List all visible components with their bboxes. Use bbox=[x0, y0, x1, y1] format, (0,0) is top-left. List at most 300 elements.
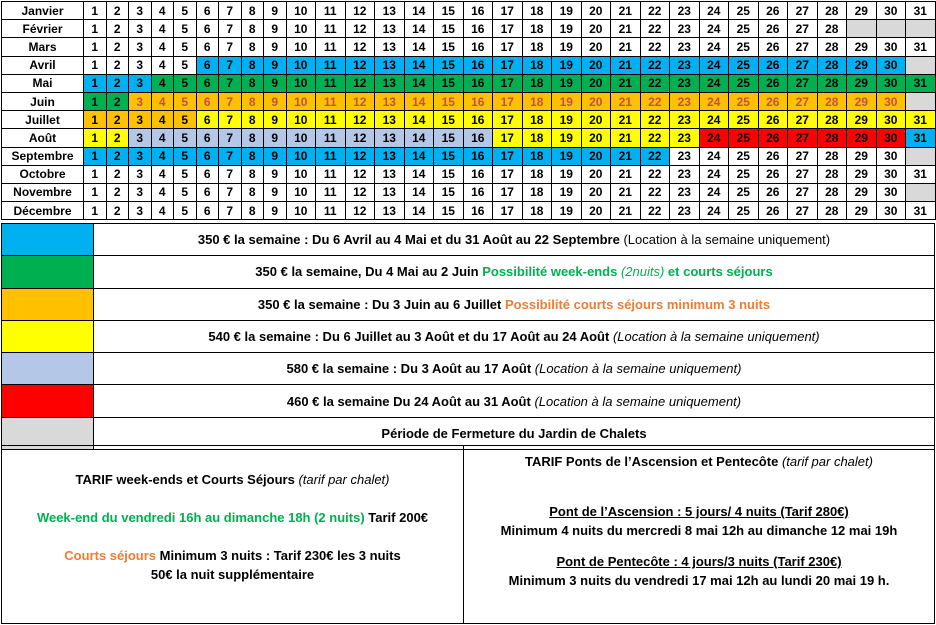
legend-text-gray: Période de Fermeture du Jardin de Chalets bbox=[94, 417, 935, 449]
day-cell: 8 bbox=[241, 183, 264, 201]
day-cell: 22 bbox=[640, 129, 670, 147]
legend-row-yellow bbox=[2, 320, 935, 352]
day-cell: 3 bbox=[129, 183, 152, 201]
day-cell: 22 bbox=[640, 202, 670, 220]
day-cell: 20 bbox=[581, 38, 611, 56]
day-cell: 6 bbox=[196, 20, 219, 38]
day-cell: 5 bbox=[174, 74, 197, 92]
day-cell: 27 bbox=[788, 147, 818, 165]
day-cell: 15 bbox=[434, 56, 464, 74]
calendar-grid bbox=[1, 1, 936, 220]
day-cell: 12 bbox=[345, 129, 375, 147]
day-cell: 27 bbox=[788, 202, 818, 220]
day-cell: 14 bbox=[404, 92, 434, 110]
day-cell: 13 bbox=[375, 74, 405, 92]
legend-row-blue bbox=[2, 224, 935, 256]
day-cell: 2 bbox=[106, 111, 129, 129]
day-cell: 16 bbox=[463, 92, 493, 110]
day-cell: 14 bbox=[404, 147, 434, 165]
day-cell: 16 bbox=[463, 111, 493, 129]
day-cell: 1 bbox=[84, 20, 107, 38]
day-cell: 31 bbox=[906, 129, 936, 147]
day-cell bbox=[906, 20, 936, 38]
day-cell: 6 bbox=[196, 129, 219, 147]
day-cell: 20 bbox=[581, 74, 611, 92]
day-cell: 1 bbox=[84, 165, 107, 183]
day-cell: 19 bbox=[552, 74, 582, 92]
day-cell: 4 bbox=[151, 129, 174, 147]
day-cell: 13 bbox=[375, 38, 405, 56]
day-cell: 7 bbox=[219, 165, 242, 183]
day-cell: 19 bbox=[552, 183, 582, 201]
legend-row-green bbox=[2, 256, 935, 288]
day-cell: 27 bbox=[788, 20, 818, 38]
day-cell: 5 bbox=[174, 92, 197, 110]
day-cell: 7 bbox=[219, 111, 242, 129]
day-cell: 5 bbox=[174, 183, 197, 201]
day-cell: 9 bbox=[264, 202, 287, 220]
extra-night-price: 50€ la nuit supplémentaire bbox=[150, 567, 315, 582]
day-cell: 15 bbox=[434, 92, 464, 110]
day-cell: 20 bbox=[581, 183, 611, 201]
day-cell: 30 bbox=[876, 2, 906, 20]
day-cell: 14 bbox=[404, 165, 434, 183]
day-cell: 16 bbox=[463, 20, 493, 38]
day-cell: 19 bbox=[552, 129, 582, 147]
month-label: Août bbox=[2, 129, 84, 147]
day-cell: 2 bbox=[106, 2, 129, 20]
day-cell: 17 bbox=[493, 183, 523, 201]
day-cell: 4 bbox=[151, 183, 174, 201]
day-cell: 30 bbox=[876, 56, 906, 74]
day-cell: 9 bbox=[264, 111, 287, 129]
legend-swatch-lavender bbox=[2, 353, 94, 385]
day-cell: 11 bbox=[316, 202, 346, 220]
legend-text-lavender: 580 € la semaine : Du 3 Août au 17 Août (Location à la semaine uniquement) bbox=[94, 353, 935, 385]
day-cell: 2 bbox=[106, 38, 129, 56]
day-cell: 11 bbox=[316, 111, 346, 129]
day-cell: 23 bbox=[670, 165, 700, 183]
month-label: Décembre bbox=[2, 202, 84, 220]
day-cell: 9 bbox=[264, 129, 287, 147]
day-cell: 12 bbox=[345, 147, 375, 165]
day-cell: 21 bbox=[611, 129, 641, 147]
tarif-weekend-title: TARIF week-ends et Courts Séjours (tarif par chalet) bbox=[75, 472, 390, 487]
day-cell: 7 bbox=[219, 20, 242, 38]
day-cell: 30 bbox=[876, 202, 906, 220]
day-cell: 10 bbox=[286, 202, 316, 220]
day-cell: 21 bbox=[611, 202, 641, 220]
day-cell: 21 bbox=[611, 56, 641, 74]
legend-row-red bbox=[2, 385, 935, 417]
day-cell: 27 bbox=[788, 111, 818, 129]
day-cell: 17 bbox=[493, 165, 523, 183]
day-cell: 23 bbox=[670, 38, 700, 56]
day-cell: 26 bbox=[758, 74, 788, 92]
day-cell: 23 bbox=[670, 92, 700, 110]
day-cell: 21 bbox=[611, 20, 641, 38]
month-label: Juin bbox=[2, 92, 84, 110]
day-cell: 30 bbox=[876, 129, 906, 147]
day-cell: 6 bbox=[196, 74, 219, 92]
day-cell: 19 bbox=[552, 2, 582, 20]
day-cell: 18 bbox=[522, 38, 552, 56]
day-cell: 24 bbox=[699, 56, 729, 74]
day-cell: 21 bbox=[611, 147, 641, 165]
day-cell: 18 bbox=[522, 129, 552, 147]
month-row bbox=[2, 38, 936, 56]
day-cell: 3 bbox=[129, 92, 152, 110]
day-cell: 6 bbox=[196, 147, 219, 165]
day-cell: 19 bbox=[552, 165, 582, 183]
day-cell bbox=[906, 183, 936, 201]
day-cell: 14 bbox=[404, 56, 434, 74]
day-cell: 6 bbox=[196, 202, 219, 220]
day-cell: 29 bbox=[847, 202, 877, 220]
day-cell: 18 bbox=[522, 202, 552, 220]
day-cell: 29 bbox=[847, 165, 877, 183]
day-cell: 5 bbox=[174, 202, 197, 220]
day-cell: 1 bbox=[84, 2, 107, 20]
day-cell: 23 bbox=[670, 202, 700, 220]
day-cell: 21 bbox=[611, 111, 641, 129]
day-cell: 20 bbox=[581, 111, 611, 129]
day-cell: 24 bbox=[699, 74, 729, 92]
day-cell: 5 bbox=[174, 56, 197, 74]
day-cell: 11 bbox=[316, 2, 346, 20]
day-cell: 12 bbox=[345, 56, 375, 74]
day-cell: 6 bbox=[196, 183, 219, 201]
month-label: Avril bbox=[2, 56, 84, 74]
day-cell: 7 bbox=[219, 38, 242, 56]
day-cell: 3 bbox=[129, 56, 152, 74]
day-cell: 20 bbox=[581, 202, 611, 220]
day-cell: 31 bbox=[906, 165, 936, 183]
month-row bbox=[2, 147, 936, 165]
day-cell: 14 bbox=[404, 20, 434, 38]
day-cell: 4 bbox=[151, 56, 174, 74]
day-cell: 27 bbox=[788, 2, 818, 20]
day-cell: 8 bbox=[241, 2, 264, 20]
day-cell: 1 bbox=[84, 111, 107, 129]
legend-text-yellow: 540 € la semaine : Du 6 Juillet au 3 Août et du 17 Août au 24 Août (Location à la semaine uniquement) bbox=[94, 320, 935, 352]
day-cell: 23 bbox=[670, 74, 700, 92]
day-cell: 9 bbox=[264, 183, 287, 201]
month-label: Septembre bbox=[2, 147, 84, 165]
day-cell: 26 bbox=[758, 20, 788, 38]
day-cell: 8 bbox=[241, 165, 264, 183]
day-cell: 15 bbox=[434, 38, 464, 56]
day-cell: 14 bbox=[404, 2, 434, 20]
day-cell: 22 bbox=[640, 56, 670, 74]
day-cell: 2 bbox=[106, 74, 129, 92]
day-cell: 5 bbox=[174, 111, 197, 129]
day-cell: 6 bbox=[196, 165, 219, 183]
month-label: Mai bbox=[2, 74, 84, 92]
month-row bbox=[2, 202, 936, 220]
day-cell: 18 bbox=[522, 74, 552, 92]
day-cell: 11 bbox=[316, 56, 346, 74]
day-cell: 25 bbox=[729, 129, 759, 147]
day-cell: 12 bbox=[345, 20, 375, 38]
day-cell: 11 bbox=[316, 183, 346, 201]
legend-text-orange: 350 € la semaine : Du 3 Juin au 6 Juillet Possibilité courts séjours minimum 3 nuits bbox=[94, 288, 935, 320]
day-cell: 13 bbox=[375, 129, 405, 147]
day-cell: 7 bbox=[219, 129, 242, 147]
ascension-title: Pont de l’Ascension : 5 jours/ 4 nuits (Tarif 280€) bbox=[549, 504, 849, 519]
day-cell: 17 bbox=[493, 20, 523, 38]
day-cell: 19 bbox=[552, 92, 582, 110]
day-cell: 18 bbox=[522, 147, 552, 165]
day-cell: 29 bbox=[847, 2, 877, 20]
day-cell: 24 bbox=[699, 92, 729, 110]
day-cell: 5 bbox=[174, 2, 197, 20]
day-cell: 23 bbox=[670, 2, 700, 20]
day-cell: 19 bbox=[552, 38, 582, 56]
day-cell: 29 bbox=[847, 183, 877, 201]
day-cell: 16 bbox=[463, 165, 493, 183]
day-cell: 17 bbox=[493, 2, 523, 20]
day-cell: 10 bbox=[286, 74, 316, 92]
day-cell: 26 bbox=[758, 56, 788, 74]
day-cell: 2 bbox=[106, 92, 129, 110]
day-cell: 31 bbox=[906, 2, 936, 20]
day-cell: 23 bbox=[670, 147, 700, 165]
day-cell: 29 bbox=[847, 111, 877, 129]
day-cell: 4 bbox=[151, 74, 174, 92]
day-cell: 14 bbox=[404, 183, 434, 201]
day-cell: 10 bbox=[286, 165, 316, 183]
month-row bbox=[2, 20, 936, 38]
day-cell: 18 bbox=[522, 165, 552, 183]
day-cell: 3 bbox=[129, 202, 152, 220]
day-cell: 9 bbox=[264, 2, 287, 20]
day-cell: 1 bbox=[84, 129, 107, 147]
day-cell: 28 bbox=[817, 111, 847, 129]
day-cell: 18 bbox=[522, 183, 552, 201]
day-cell: 7 bbox=[219, 92, 242, 110]
day-cell: 29 bbox=[847, 147, 877, 165]
day-cell bbox=[876, 20, 906, 38]
day-cell: 16 bbox=[463, 202, 493, 220]
day-cell: 25 bbox=[729, 202, 759, 220]
legend-row-orange bbox=[2, 288, 935, 320]
day-cell: 3 bbox=[129, 38, 152, 56]
day-cell: 24 bbox=[699, 183, 729, 201]
day-cell: 1 bbox=[84, 202, 107, 220]
day-cell: 26 bbox=[758, 92, 788, 110]
day-cell: 28 bbox=[817, 129, 847, 147]
legend-row-lavender bbox=[2, 353, 935, 385]
day-cell: 23 bbox=[670, 20, 700, 38]
day-cell: 15 bbox=[434, 129, 464, 147]
day-cell: 29 bbox=[847, 74, 877, 92]
day-cell: 27 bbox=[788, 92, 818, 110]
day-cell: 21 bbox=[611, 92, 641, 110]
day-cell: 17 bbox=[493, 202, 523, 220]
month-label: Octobre bbox=[2, 165, 84, 183]
ascension-text: Minimum 4 nuits du mercredi 8 mai 12h au dimanche 12 mai 19h bbox=[500, 523, 898, 538]
day-cell: 26 bbox=[758, 38, 788, 56]
day-cell: 8 bbox=[241, 92, 264, 110]
day-cell: 3 bbox=[129, 74, 152, 92]
day-cell: 13 bbox=[375, 147, 405, 165]
day-cell: 24 bbox=[699, 129, 729, 147]
day-cell: 11 bbox=[316, 129, 346, 147]
day-cell: 26 bbox=[758, 2, 788, 20]
day-cell: 29 bbox=[847, 129, 877, 147]
day-cell: 27 bbox=[788, 165, 818, 183]
day-cell: 20 bbox=[581, 20, 611, 38]
price-legend bbox=[1, 223, 935, 450]
day-cell: 30 bbox=[876, 147, 906, 165]
day-cell: 3 bbox=[129, 147, 152, 165]
day-cell: 26 bbox=[758, 147, 788, 165]
day-cell: 7 bbox=[219, 56, 242, 74]
day-cell: 22 bbox=[640, 92, 670, 110]
day-cell: 30 bbox=[876, 183, 906, 201]
day-cell: 19 bbox=[552, 147, 582, 165]
day-cell: 10 bbox=[286, 92, 316, 110]
day-cell: 7 bbox=[219, 183, 242, 201]
day-cell: 7 bbox=[219, 74, 242, 92]
day-cell: 17 bbox=[493, 38, 523, 56]
day-cell: 21 bbox=[611, 183, 641, 201]
day-cell: 1 bbox=[84, 92, 107, 110]
day-cell: 20 bbox=[581, 147, 611, 165]
day-cell: 22 bbox=[640, 165, 670, 183]
month-label: Novembre bbox=[2, 183, 84, 201]
month-label: Février bbox=[2, 20, 84, 38]
day-cell: 27 bbox=[788, 74, 818, 92]
day-cell: 23 bbox=[670, 129, 700, 147]
legend-swatch-yellow bbox=[2, 320, 94, 352]
day-cell: 1 bbox=[84, 38, 107, 56]
day-cell: 14 bbox=[404, 202, 434, 220]
weekend-offer: Week-end du vendredi 16h au dimanche 18h (2 nuits) Tarif 200€ bbox=[36, 510, 429, 525]
day-cell: 13 bbox=[375, 92, 405, 110]
day-cell: 26 bbox=[758, 129, 788, 147]
day-cell: 31 bbox=[906, 111, 936, 129]
day-cell: 1 bbox=[84, 74, 107, 92]
tarif-ponts-panel bbox=[464, 446, 934, 623]
day-cell: 31 bbox=[906, 74, 936, 92]
day-cell: 17 bbox=[493, 111, 523, 129]
day-cell: 15 bbox=[434, 183, 464, 201]
month-label: Juillet bbox=[2, 111, 84, 129]
day-cell: 9 bbox=[264, 20, 287, 38]
day-cell: 9 bbox=[264, 56, 287, 74]
day-cell: 16 bbox=[463, 183, 493, 201]
day-cell: 9 bbox=[264, 74, 287, 92]
day-cell: 8 bbox=[241, 74, 264, 92]
day-cell: 9 bbox=[264, 147, 287, 165]
day-cell: 20 bbox=[581, 56, 611, 74]
day-cell: 19 bbox=[552, 111, 582, 129]
day-cell: 5 bbox=[174, 20, 197, 38]
day-cell: 22 bbox=[640, 20, 670, 38]
day-cell: 15 bbox=[434, 165, 464, 183]
day-cell: 15 bbox=[434, 202, 464, 220]
day-cell: 16 bbox=[463, 129, 493, 147]
day-cell: 10 bbox=[286, 20, 316, 38]
day-cell: 21 bbox=[611, 74, 641, 92]
day-cell: 27 bbox=[788, 129, 818, 147]
day-cell: 10 bbox=[286, 2, 316, 20]
day-cell: 19 bbox=[552, 20, 582, 38]
day-cell: 2 bbox=[106, 202, 129, 220]
day-cell: 31 bbox=[906, 202, 936, 220]
day-cell: 29 bbox=[847, 38, 877, 56]
day-cell: 4 bbox=[151, 165, 174, 183]
day-cell: 26 bbox=[758, 165, 788, 183]
month-row bbox=[2, 92, 936, 110]
day-cell: 4 bbox=[151, 2, 174, 20]
day-cell: 13 bbox=[375, 20, 405, 38]
day-cell: 8 bbox=[241, 56, 264, 74]
day-cell: 20 bbox=[581, 129, 611, 147]
legend-text-green: 350 € la semaine, Du 4 Mai au 2 Juin Possibilité week-ends (2nuits) et courts séjours bbox=[94, 256, 935, 288]
day-cell: 19 bbox=[552, 56, 582, 74]
day-cell: 25 bbox=[729, 38, 759, 56]
day-cell bbox=[906, 92, 936, 110]
day-cell: 11 bbox=[316, 38, 346, 56]
day-cell: 11 bbox=[316, 92, 346, 110]
day-cell: 10 bbox=[286, 129, 316, 147]
day-cell: 8 bbox=[241, 20, 264, 38]
month-label: Mars bbox=[2, 38, 84, 56]
day-cell: 15 bbox=[434, 147, 464, 165]
day-cell: 25 bbox=[729, 2, 759, 20]
day-cell: 18 bbox=[522, 92, 552, 110]
day-cell: 20 bbox=[581, 165, 611, 183]
day-cell: 24 bbox=[699, 147, 729, 165]
day-cell: 16 bbox=[463, 2, 493, 20]
day-cell: 12 bbox=[345, 183, 375, 201]
month-row bbox=[2, 111, 936, 129]
day-cell: 7 bbox=[219, 2, 242, 20]
day-cell: 15 bbox=[434, 20, 464, 38]
day-cell: 1 bbox=[84, 56, 107, 74]
day-cell: 24 bbox=[699, 111, 729, 129]
day-cell: 1 bbox=[84, 183, 107, 201]
day-cell: 28 bbox=[817, 147, 847, 165]
day-cell: 25 bbox=[729, 56, 759, 74]
day-cell: 14 bbox=[404, 74, 434, 92]
day-cell: 21 bbox=[611, 2, 641, 20]
day-cell: 3 bbox=[129, 20, 152, 38]
day-cell: 2 bbox=[106, 56, 129, 74]
day-cell: 28 bbox=[817, 92, 847, 110]
day-cell: 27 bbox=[788, 183, 818, 201]
day-cell: 10 bbox=[286, 147, 316, 165]
day-cell: 16 bbox=[463, 56, 493, 74]
day-cell: 28 bbox=[817, 2, 847, 20]
day-cell: 17 bbox=[493, 56, 523, 74]
day-cell: 9 bbox=[264, 38, 287, 56]
day-cell: 26 bbox=[758, 183, 788, 201]
day-cell: 23 bbox=[670, 111, 700, 129]
day-cell: 16 bbox=[463, 147, 493, 165]
day-cell: 13 bbox=[375, 202, 405, 220]
legend-text-red: 460 € la semaine Du 24 Août au 31 Août (Location à la semaine uniquement) bbox=[94, 385, 935, 417]
tarifs-section bbox=[1, 445, 935, 624]
day-cell: 8 bbox=[241, 202, 264, 220]
day-cell: 2 bbox=[106, 129, 129, 147]
day-cell: 25 bbox=[729, 74, 759, 92]
day-cell: 18 bbox=[522, 2, 552, 20]
day-cell: 15 bbox=[434, 111, 464, 129]
